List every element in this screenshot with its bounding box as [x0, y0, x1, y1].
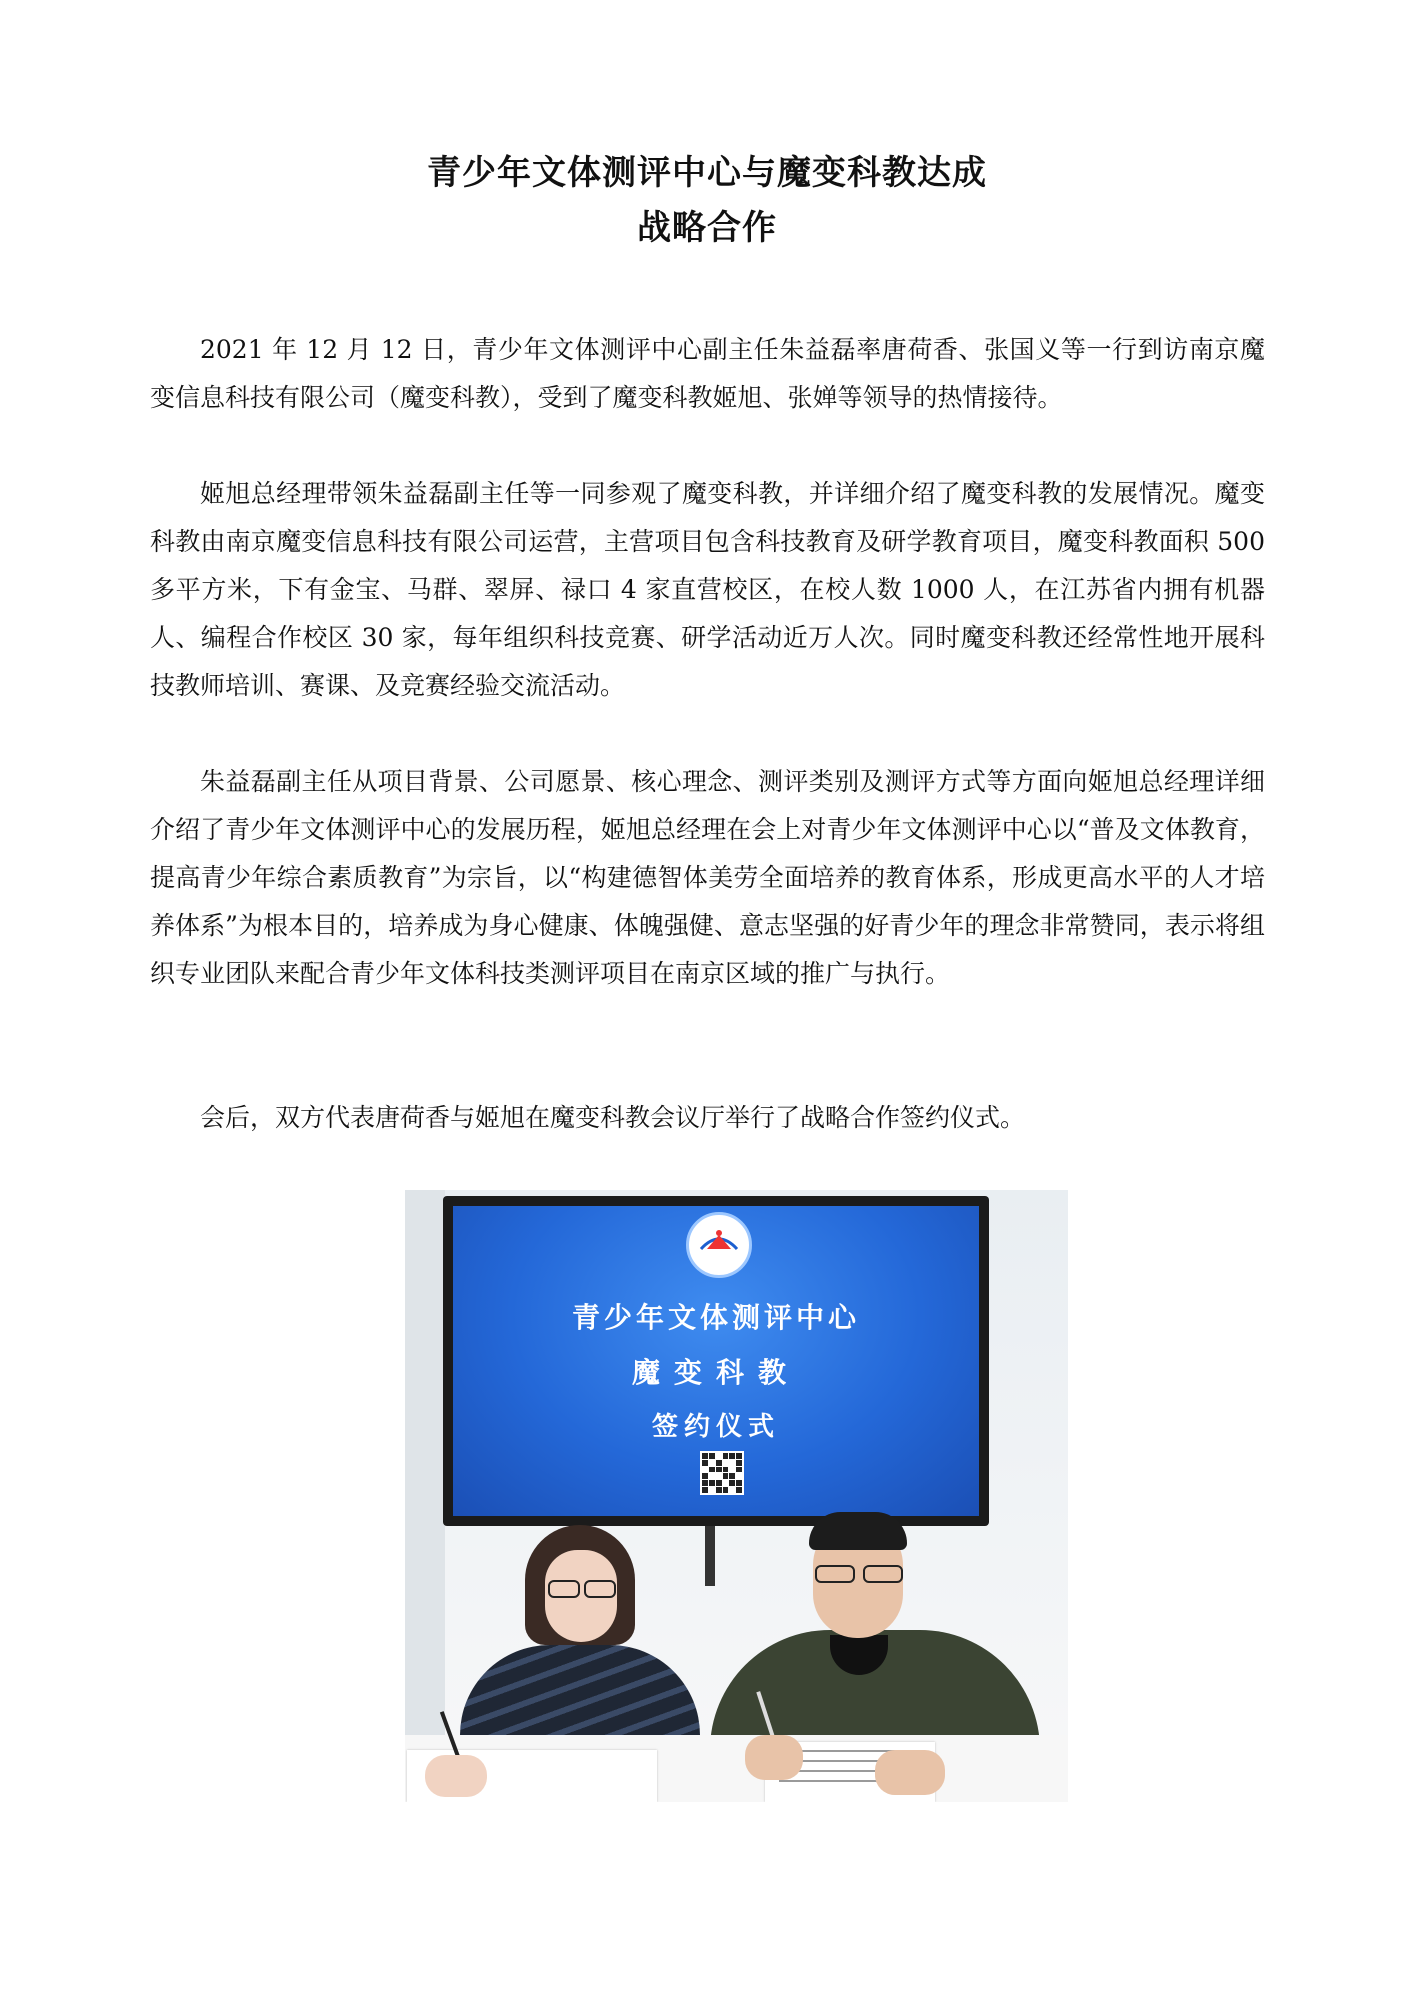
woman-glasses-left [548, 1580, 580, 1598]
photo-wall [405, 1190, 445, 1802]
man-hand-right [875, 1750, 945, 1795]
screen-text-ceremony: 签约仪式 [651, 1412, 780, 1442]
paragraph-visit: 2021 年 12 月 12 日，青少年文体测评中心副主任朱益磊率唐荷香、张国义等一行到访南京魔变信息科技有限公司（魔变科教），受到了魔变科教姬旭、张婵等领导的热情接待。 [150, 335, 1265, 412]
man-hair [809, 1512, 907, 1550]
document-title-line-1: 青少年文体测评中心与魔变科教达成 [427, 153, 987, 193]
man-glasses-left [815, 1565, 855, 1583]
paragraph-company-intro: 姬旭总经理带领朱益磊副主任等一同参观了魔变科教，并详细介绍了魔变科教的发展情况。魔变科教由南京魔变信息科技有限公司运营，主营项目包含科技教育及研学教育项目，魔变科教面积 500 多平方米，下有金宝、马群、翠屏、禄口 4 家直营校区，在校人数 1000 人，在江苏省内拥有机器人、编程合作校区 30 家，每年组织科技竞赛、研学活动近万人次。同时魔变科教还经常性地开展科技教师培训、赛课、及竞赛经验交流活动。 [150, 479, 1265, 700]
man-glasses-right [863, 1565, 903, 1583]
screen-stand [705, 1526, 715, 1586]
qr-code-icon [700, 1451, 744, 1495]
woman-hand [425, 1755, 487, 1797]
screen-text-center-name: 青少年文体测评中心 [571, 1301, 860, 1334]
display-screen [443, 1196, 989, 1526]
display-screen-content [453, 1206, 979, 1516]
center-logo-icon [686, 1212, 752, 1278]
signing-ceremony-photo [405, 1190, 1068, 1802]
paragraph-center-intro: 朱益磊副主任从项目背景、公司愿景、核心理念、测评类别及测评方式等方面向姬旭总经理详细介绍了青少年文体测评中心的发展历程，姬旭总经理在会上对青少年文体测评中心以“普及文体教育，提高青少年综合素质教育”为宗旨，以“构建德智体美劳全面培养的教育体系，形成更高水平的人才培养体系”为根本目的，培养成为身心健康、体魄强健、意志坚强的好青少年的理念非常赞同，表示将组织专业团队来配合青少年文体科技类测评项目在南京区域的推广与执行。 [150, 767, 1265, 988]
man-hand-left [745, 1735, 803, 1780]
document-title-line-2: 战略合作 [637, 208, 777, 248]
paragraph-signing: 会后，双方代表唐荷香与姬旭在魔变科教会议厅举行了战略合作签约仪式。 [200, 1103, 1026, 1132]
woman-glasses-right [584, 1580, 616, 1598]
screen-text-company-name: 魔变科教 [631, 1356, 800, 1389]
